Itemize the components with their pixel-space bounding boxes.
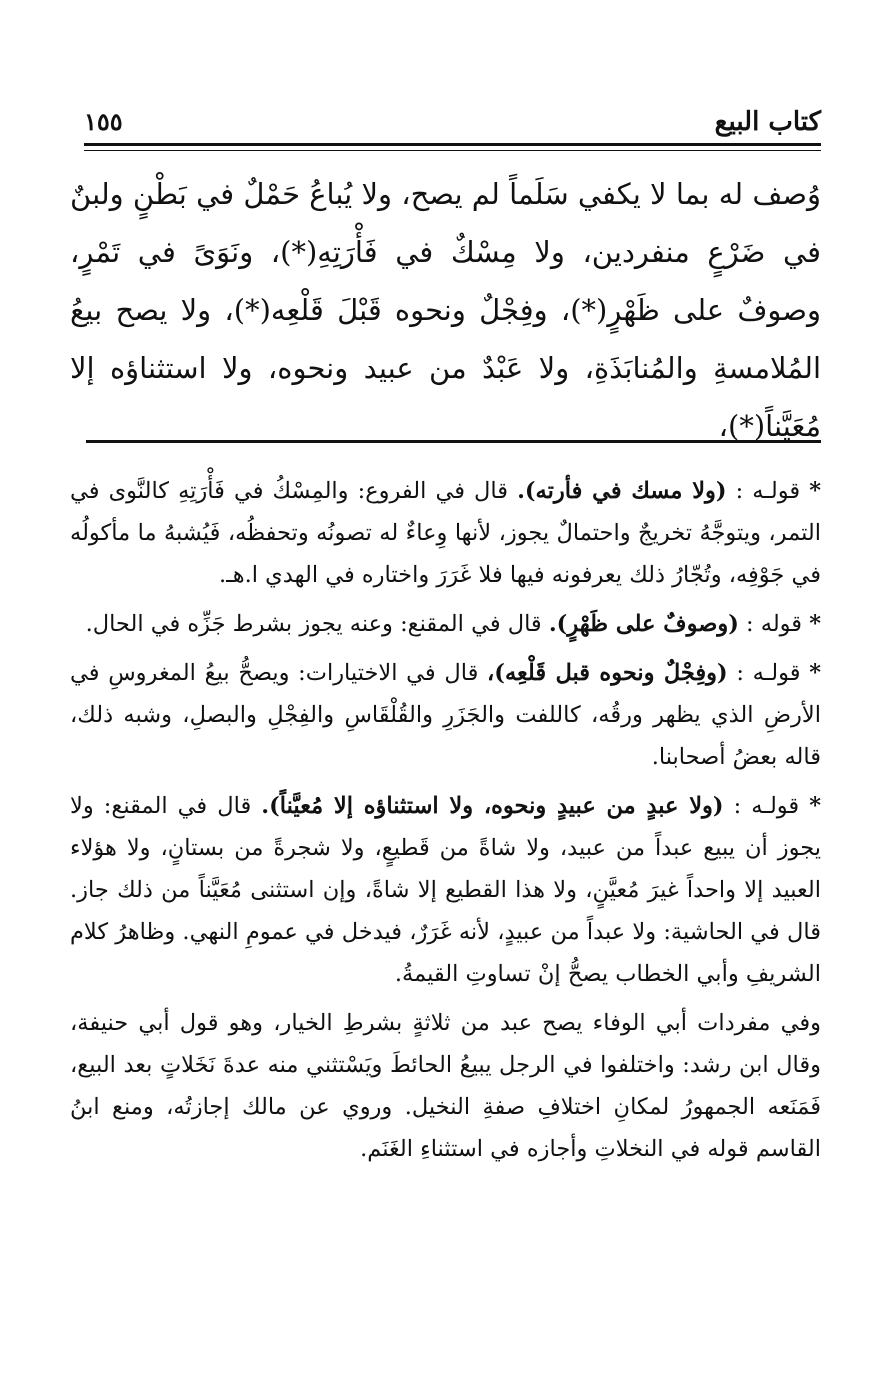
footnote-intro: قوله :	[746, 611, 803, 637]
footnotes	[70, 470, 821, 1177]
footnote-star: *	[809, 793, 822, 819]
footnote-text: قال في الاختيارات: ويصحُّ بيعُ المغروسِ في الأرضِ الذي يظهر ورقُه، كاللفت والجَزَرِ والقُلْقَاسِ والفِجْلِ والبصلِ، وشبه ذلك، قاله بعضُ أصحابنا.	[70, 660, 821, 770]
footnote-text: وفي مفردات أبي الوفاء يصح عبد من ثلاثةٍ بشرطِ الخيار، وهو قول أبي حنيفة، وقال ابن رشد: واختلفوا في الرجل يبيعُ الحائطَ ويَسْتثني منه عدةَ نَخَلاتٍ بعد البيع، فَمَنَعه الجمهورُ لمكانِ اختلافِ صفةِ النخيل. وروي عن مالك إجازتُه، ومنع ابنُ القاسم قوله في النخلاتِ وأجازه في استثناءِ الغَنَم.	[70, 1010, 821, 1162]
footnote	[70, 470, 821, 596]
running-header	[84, 98, 821, 138]
footnote-lemma: (ولا عبدٍ من عبيدٍ ونحوه، ولا استثناؤه إلا مُعيَّناً).	[261, 793, 724, 819]
footnote-lemma: (ولا مسك في فأرته).	[517, 478, 727, 504]
footnote-separator	[86, 440, 821, 443]
footnote-star: *	[809, 478, 822, 504]
main-text: وُصف له بما لا يكفي سَلَماً لم يصح، ولا يُباعُ حَمْلٌ في بَطْنٍ ولبنٌ في ضَرْعٍ منفردين، ولا مِسْكٌ في فَأْرَتِهِ(*)، ونَوَىً في تَمْرٍ، وصوفٌ على ظَهْرٍ(*)، وفِجْلٌ ونحوه قَبْلَ قَلْعِه(*)، ولا يصح بيعُ المُلامسةِ والمُنابَذَةِ، ولا عَبْدٌ من عبيد ونحوه، ولا استثناؤه إلا مُعَيَّناً(*)،	[70, 177, 821, 443]
header-rule-thin	[84, 150, 821, 151]
footnote-lemma: (وفِجْلٌ ونحوه قبل قَلْعِه)،	[487, 660, 728, 686]
page-number: ١٥٥	[84, 107, 123, 136]
footnote-text: قال في المقنع: ولا يجوز أن يبيع عبداً من عبيد، ولا شاةً من قَطيعٍ، ولا شجرةً من بستانٍ، ولا هؤلاء العبيد إلا واحداً غيرَ مُعيَّنٍ، ولا هذا القطيع إلا شاةً، وإن استثنى مُعَيَّناً من ذلك جاز. قال في الحاشية: ولا عبداً من عبيدٍ، لأنه غَرَرٌ، فيدخل في عمومِ النهي. وظاهرُ كلام الشريفِ وأبي الخطاب يصحُّ إنْ تساوتِ القيمةُ.	[70, 793, 821, 987]
footnote-text: قال في الفروع: والمِسْكُ في فَأْرَتِهِ كالنَّوى في التمر، ويتوجَّهُ تخريجٌ واحتمالٌ يجوز، لأنها وِعاءٌ له تصونُه وتحفظُه، فَيُشبهُ ما مأكولُه في جَوْفِه، وتُجّارُ ذلك يعرفونه فيها فلا غَرَرَ واختاره في الهدي ا.هـ.	[70, 478, 821, 588]
chapter-title: كتاب البيع	[714, 107, 821, 137]
footnote	[70, 785, 821, 995]
footnote	[70, 652, 821, 778]
footnote-star: *	[809, 660, 822, 686]
footnote-star: *	[809, 611, 821, 637]
footnote	[70, 603, 821, 645]
footnote-intro: قولـه :	[736, 660, 801, 686]
footnote-text: قال في المقنع: وعنه يجوز بشرط جَزِّه في الحال.	[85, 611, 542, 637]
footnote-intro: قولـه :	[735, 478, 801, 504]
footnote-lemma: (وصوفٌ على ظَهْرٍ).	[548, 611, 739, 637]
footnote-continuation	[70, 1002, 821, 1170]
header-rule-thick	[84, 143, 821, 146]
footnote-intro: قولـه :	[733, 793, 800, 819]
